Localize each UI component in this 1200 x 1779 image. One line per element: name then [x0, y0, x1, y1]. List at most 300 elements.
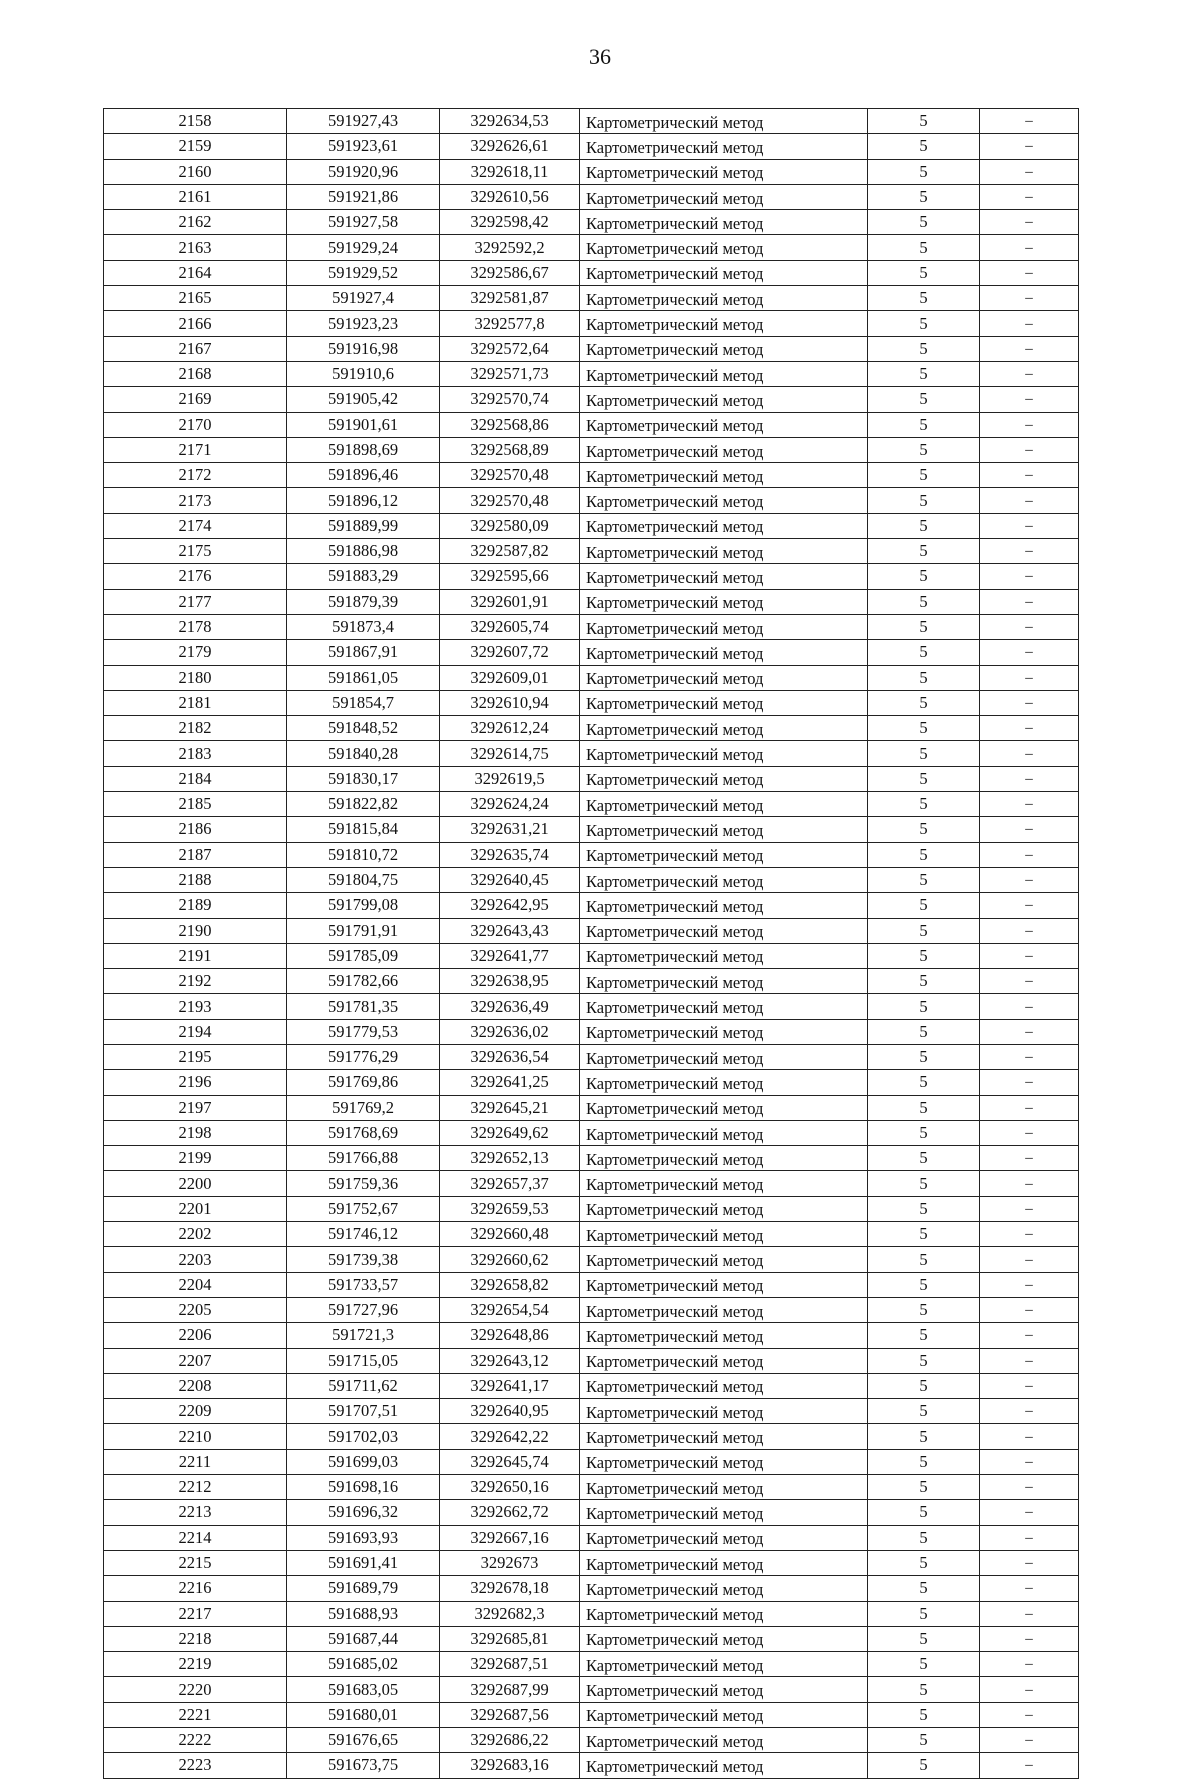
x-coordinate-cell: 591848,52: [287, 716, 440, 741]
note-cell: –: [980, 1044, 1079, 1069]
x-coordinate-cell: 591923,61: [287, 134, 440, 159]
note-cell: –: [980, 1120, 1079, 1145]
note-cell: –: [980, 1348, 1079, 1373]
accuracy-cell: 5: [868, 867, 980, 892]
method-cell: Картометрический метод: [580, 210, 868, 235]
note-cell: –: [980, 159, 1079, 184]
x-coordinate-cell: 591688,93: [287, 1601, 440, 1626]
point-number-cell: 2165: [104, 286, 287, 311]
note-cell: –: [980, 589, 1079, 614]
note-cell: –: [980, 893, 1079, 918]
note-cell: –: [980, 1475, 1079, 1500]
note-cell: –: [980, 1500, 1079, 1525]
method-cell: Картометрический метод: [580, 994, 868, 1019]
method-cell: Картометрический метод: [580, 1070, 868, 1095]
accuracy-cell: 5: [868, 893, 980, 918]
x-coordinate-cell: 591687,44: [287, 1626, 440, 1651]
note-cell: –: [980, 412, 1079, 437]
table-row: [104, 1222, 1079, 1247]
table-row: [104, 1070, 1079, 1095]
table-row: [104, 867, 1079, 892]
method-cell: Картометрический метод: [580, 361, 868, 386]
point-number-cell: 2186: [104, 817, 287, 842]
point-number-cell: 2196: [104, 1070, 287, 1095]
coordinates-table-body: [104, 109, 1079, 1779]
method-cell: Картометрический метод: [580, 1525, 868, 1550]
method-cell: Картометрический метод: [580, 893, 868, 918]
y-coordinate-cell: 3292610,56: [440, 184, 580, 209]
note-cell: –: [980, 387, 1079, 412]
method-cell: Картометрический метод: [580, 1044, 868, 1069]
y-coordinate-cell: 3292662,72: [440, 1500, 580, 1525]
method-cell: Картометрический метод: [580, 1677, 868, 1702]
accuracy-cell: 5: [868, 994, 980, 1019]
table-row: [104, 1576, 1079, 1601]
method-cell: Картометрический метод: [580, 1373, 868, 1398]
point-number-cell: 2160: [104, 159, 287, 184]
table-row: [104, 260, 1079, 285]
x-coordinate-cell: 591733,57: [287, 1272, 440, 1297]
y-coordinate-cell: 3292687,51: [440, 1652, 580, 1677]
point-number-cell: 2176: [104, 564, 287, 589]
table-row: [104, 640, 1079, 665]
y-coordinate-cell: 3292592,2: [440, 235, 580, 260]
method-cell: Картометрический метод: [580, 1272, 868, 1297]
note-cell: –: [980, 1323, 1079, 1348]
point-number-cell: 2195: [104, 1044, 287, 1069]
y-coordinate-cell: 3292624,24: [440, 792, 580, 817]
y-coordinate-cell: 3292682,3: [440, 1601, 580, 1626]
method-cell: Картометрический метод: [580, 1323, 868, 1348]
point-number-cell: 2203: [104, 1247, 287, 1272]
x-coordinate-cell: 591715,05: [287, 1348, 440, 1373]
table-row: [104, 1475, 1079, 1500]
table-row: [104, 1424, 1079, 1449]
y-coordinate-cell: 3292652,13: [440, 1146, 580, 1171]
accuracy-cell: 5: [868, 640, 980, 665]
accuracy-cell: 5: [868, 1348, 980, 1373]
point-number-cell: 2216: [104, 1576, 287, 1601]
note-cell: –: [980, 867, 1079, 892]
x-coordinate-cell: 591810,72: [287, 842, 440, 867]
table-row: [104, 1247, 1079, 1272]
note-cell: –: [980, 741, 1079, 766]
method-cell: Картометрический метод: [580, 1576, 868, 1601]
accuracy-cell: 5: [868, 1728, 980, 1753]
point-number-cell: 2201: [104, 1196, 287, 1221]
point-number-cell: 2193: [104, 994, 287, 1019]
accuracy-cell: 5: [868, 361, 980, 386]
y-coordinate-cell: 3292640,45: [440, 867, 580, 892]
note-cell: –: [980, 640, 1079, 665]
method-cell: Картометрический метод: [580, 1247, 868, 1272]
table-row: [104, 1146, 1079, 1171]
method-cell: Картометрический метод: [580, 336, 868, 361]
accuracy-cell: 5: [868, 918, 980, 943]
method-cell: Картометрический метод: [580, 716, 868, 741]
x-coordinate-cell: 591702,03: [287, 1424, 440, 1449]
point-number-cell: 2159: [104, 134, 287, 159]
table-row: [104, 1348, 1079, 1373]
y-coordinate-cell: 3292657,37: [440, 1171, 580, 1196]
table-row: [104, 1297, 1079, 1322]
y-coordinate-cell: 3292638,95: [440, 969, 580, 994]
method-cell: Картометрический метод: [580, 1652, 868, 1677]
accuracy-cell: 5: [868, 1525, 980, 1550]
table-row: [104, 842, 1079, 867]
table-row: [104, 690, 1079, 715]
x-coordinate-cell: 591781,35: [287, 994, 440, 1019]
x-coordinate-cell: 591923,23: [287, 311, 440, 336]
x-coordinate-cell: 591840,28: [287, 741, 440, 766]
x-coordinate-cell: 591896,12: [287, 488, 440, 513]
x-coordinate-cell: 591707,51: [287, 1399, 440, 1424]
point-number-cell: 2218: [104, 1626, 287, 1651]
accuracy-cell: 5: [868, 1323, 980, 1348]
accuracy-cell: 5: [868, 336, 980, 361]
accuracy-cell: 5: [868, 109, 980, 134]
method-cell: Картометрический метод: [580, 260, 868, 285]
note-cell: –: [980, 1601, 1079, 1626]
accuracy-cell: 5: [868, 817, 980, 842]
method-cell: Картометрический метод: [580, 665, 868, 690]
point-number-cell: 2213: [104, 1500, 287, 1525]
table-row: [104, 286, 1079, 311]
y-coordinate-cell: 3292636,54: [440, 1044, 580, 1069]
y-coordinate-cell: 3292643,12: [440, 1348, 580, 1373]
table-row: [104, 1652, 1079, 1677]
y-coordinate-cell: 3292678,18: [440, 1576, 580, 1601]
method-cell: Картометрический метод: [580, 1475, 868, 1500]
method-cell: Картометрический метод: [580, 943, 868, 968]
method-cell: Картометрический метод: [580, 1500, 868, 1525]
note-cell: –: [980, 260, 1079, 285]
method-cell: Картометрический метод: [580, 159, 868, 184]
table-row: [104, 716, 1079, 741]
y-coordinate-cell: 3292570,48: [440, 488, 580, 513]
method-cell: Картометрический метод: [580, 235, 868, 260]
accuracy-cell: 5: [868, 159, 980, 184]
method-cell: Картометрический метод: [580, 1399, 868, 1424]
table-row: [104, 1171, 1079, 1196]
point-number-cell: 2223: [104, 1753, 287, 1778]
accuracy-cell: 5: [868, 235, 980, 260]
x-coordinate-cell: 591683,05: [287, 1677, 440, 1702]
x-coordinate-cell: 591785,09: [287, 943, 440, 968]
note-cell: –: [980, 918, 1079, 943]
accuracy-cell: 5: [868, 1550, 980, 1575]
point-number-cell: 2204: [104, 1272, 287, 1297]
method-cell: Картометрический метод: [580, 1550, 868, 1575]
method-cell: Картометрический метод: [580, 1196, 868, 1221]
y-coordinate-cell: 3292642,95: [440, 893, 580, 918]
y-coordinate-cell: 3292609,01: [440, 665, 580, 690]
note-cell: –: [980, 690, 1079, 715]
x-coordinate-cell: 591680,01: [287, 1702, 440, 1727]
table-row: [104, 1373, 1079, 1398]
method-cell: Картометрический метод: [580, 437, 868, 462]
accuracy-cell: 5: [868, 943, 980, 968]
x-coordinate-cell: 591699,03: [287, 1449, 440, 1474]
x-coordinate-cell: 591873,4: [287, 614, 440, 639]
x-coordinate-cell: 591927,43: [287, 109, 440, 134]
note-cell: –: [980, 336, 1079, 361]
point-number-cell: 2166: [104, 311, 287, 336]
x-coordinate-cell: 591769,2: [287, 1095, 440, 1120]
method-cell: Картометрический метод: [580, 1626, 868, 1651]
table-row: [104, 817, 1079, 842]
method-cell: Картометрический метод: [580, 741, 868, 766]
point-number-cell: 2174: [104, 513, 287, 538]
accuracy-cell: 5: [868, 792, 980, 817]
y-coordinate-cell: 3292626,61: [440, 134, 580, 159]
accuracy-cell: 5: [868, 1247, 980, 1272]
x-coordinate-cell: 591927,58: [287, 210, 440, 235]
point-number-cell: 2179: [104, 640, 287, 665]
table-row: [104, 614, 1079, 639]
accuracy-cell: 5: [868, 842, 980, 867]
x-coordinate-cell: 591766,88: [287, 1146, 440, 1171]
x-coordinate-cell: 591889,99: [287, 513, 440, 538]
note-cell: –: [980, 1070, 1079, 1095]
table-row: [104, 766, 1079, 791]
point-number-cell: 2212: [104, 1475, 287, 1500]
table-row: [104, 336, 1079, 361]
table-row: [104, 1626, 1079, 1651]
y-coordinate-cell: 3292577,8: [440, 311, 580, 336]
accuracy-cell: 5: [868, 1475, 980, 1500]
accuracy-cell: 5: [868, 766, 980, 791]
table-row: [104, 893, 1079, 918]
point-number-cell: 2170: [104, 412, 287, 437]
y-coordinate-cell: 3292648,86: [440, 1323, 580, 1348]
accuracy-cell: 5: [868, 1070, 980, 1095]
accuracy-cell: 5: [868, 1120, 980, 1145]
coordinates-table: [103, 108, 1079, 1779]
y-coordinate-cell: 3292660,62: [440, 1247, 580, 1272]
method-cell: Картометрический метод: [580, 412, 868, 437]
y-coordinate-cell: 3292640,95: [440, 1399, 580, 1424]
point-number-cell: 2208: [104, 1373, 287, 1398]
y-coordinate-cell: 3292612,24: [440, 716, 580, 741]
note-cell: –: [980, 235, 1079, 260]
y-coordinate-cell: 3292687,56: [440, 1702, 580, 1727]
table-row: [104, 1550, 1079, 1575]
table-row: [104, 539, 1079, 564]
table-row: [104, 1525, 1079, 1550]
y-coordinate-cell: 3292687,99: [440, 1677, 580, 1702]
accuracy-cell: 5: [868, 1019, 980, 1044]
x-coordinate-cell: 591689,79: [287, 1576, 440, 1601]
method-cell: Картометрический метод: [580, 134, 868, 159]
accuracy-cell: 5: [868, 1626, 980, 1651]
point-number-cell: 2198: [104, 1120, 287, 1145]
method-cell: Картометрический метод: [580, 311, 868, 336]
accuracy-cell: 5: [868, 1449, 980, 1474]
accuracy-cell: 5: [868, 614, 980, 639]
method-cell: Картометрический метод: [580, 1297, 868, 1322]
accuracy-cell: 5: [868, 1171, 980, 1196]
x-coordinate-cell: 591673,75: [287, 1753, 440, 1778]
note-cell: –: [980, 564, 1079, 589]
y-coordinate-cell: 3292570,48: [440, 463, 580, 488]
method-cell: Картометрический метод: [580, 1601, 868, 1626]
note-cell: –: [980, 1095, 1079, 1120]
point-number-cell: 2167: [104, 336, 287, 361]
note-cell: –: [980, 184, 1079, 209]
method-cell: Картометрический метод: [580, 1702, 868, 1727]
accuracy-cell: 5: [868, 1702, 980, 1727]
table-row: [104, 741, 1079, 766]
note-cell: –: [980, 1399, 1079, 1424]
note-cell: –: [980, 716, 1079, 741]
point-number-cell: 2181: [104, 690, 287, 715]
table-row: [104, 437, 1079, 462]
point-number-cell: 2200: [104, 1171, 287, 1196]
x-coordinate-cell: 591691,41: [287, 1550, 440, 1575]
table-row: [104, 1449, 1079, 1474]
note-cell: –: [980, 210, 1079, 235]
accuracy-cell: 5: [868, 488, 980, 513]
point-number-cell: 2219: [104, 1652, 287, 1677]
method-cell: Картометрический метод: [580, 614, 868, 639]
table-row: [104, 184, 1079, 209]
x-coordinate-cell: 591815,84: [287, 817, 440, 842]
note-cell: –: [980, 513, 1079, 538]
accuracy-cell: 5: [868, 210, 980, 235]
note-cell: –: [980, 1728, 1079, 1753]
note-cell: –: [980, 134, 1079, 159]
note-cell: –: [980, 1550, 1079, 1575]
x-coordinate-cell: 591791,91: [287, 918, 440, 943]
point-number-cell: 2205: [104, 1297, 287, 1322]
x-coordinate-cell: 591905,42: [287, 387, 440, 412]
table-row: [104, 994, 1079, 1019]
table-row: [104, 361, 1079, 386]
table-row: [104, 1120, 1079, 1145]
method-cell: Картометрический метод: [580, 387, 868, 412]
table-row: [104, 463, 1079, 488]
accuracy-cell: 5: [868, 1373, 980, 1398]
note-cell: –: [980, 1652, 1079, 1677]
table-row: [104, 210, 1079, 235]
accuracy-cell: 5: [868, 690, 980, 715]
point-number-cell: 2172: [104, 463, 287, 488]
table-row: [104, 1272, 1079, 1297]
point-number-cell: 2188: [104, 867, 287, 892]
table-row: [104, 311, 1079, 336]
x-coordinate-cell: 591776,29: [287, 1044, 440, 1069]
y-coordinate-cell: 3292580,09: [440, 513, 580, 538]
table-row: [104, 235, 1079, 260]
note-cell: –: [980, 1196, 1079, 1221]
accuracy-cell: 5: [868, 1095, 980, 1120]
table-row: [104, 488, 1079, 513]
accuracy-cell: 5: [868, 437, 980, 462]
y-coordinate-cell: 3292571,73: [440, 361, 580, 386]
point-number-cell: 2191: [104, 943, 287, 968]
y-coordinate-cell: 3292673: [440, 1550, 580, 1575]
accuracy-cell: 5: [868, 969, 980, 994]
y-coordinate-cell: 3292605,74: [440, 614, 580, 639]
y-coordinate-cell: 3292660,48: [440, 1222, 580, 1247]
method-cell: Картометрический метод: [580, 918, 868, 943]
table-row: [104, 564, 1079, 589]
x-coordinate-cell: 591696,32: [287, 1500, 440, 1525]
table-row: [104, 1399, 1079, 1424]
x-coordinate-cell: 591896,46: [287, 463, 440, 488]
method-cell: Картометрический метод: [580, 640, 868, 665]
x-coordinate-cell: 591898,69: [287, 437, 440, 462]
method-cell: Картометрический метод: [580, 564, 868, 589]
method-cell: Картометрический метод: [580, 1753, 868, 1778]
x-coordinate-cell: 591879,39: [287, 589, 440, 614]
point-number-cell: 2187: [104, 842, 287, 867]
method-cell: Картометрический метод: [580, 1171, 868, 1196]
table-row: [104, 1500, 1079, 1525]
accuracy-cell: 5: [868, 311, 980, 336]
accuracy-cell: 5: [868, 260, 980, 285]
table-row: [104, 665, 1079, 690]
point-number-cell: 2194: [104, 1019, 287, 1044]
note-cell: –: [980, 1297, 1079, 1322]
table-row: [104, 1323, 1079, 1348]
method-cell: Картометрический метод: [580, 1728, 868, 1753]
accuracy-cell: 5: [868, 716, 980, 741]
point-number-cell: 2173: [104, 488, 287, 513]
accuracy-cell: 5: [868, 1399, 980, 1424]
table-row: [104, 1702, 1079, 1727]
x-coordinate-cell: 591759,36: [287, 1171, 440, 1196]
method-cell: Картометрический метод: [580, 513, 868, 538]
y-coordinate-cell: 3292614,75: [440, 741, 580, 766]
point-number-cell: 2190: [104, 918, 287, 943]
point-number-cell: 2168: [104, 361, 287, 386]
x-coordinate-cell: 591929,24: [287, 235, 440, 260]
table-row: [104, 943, 1079, 968]
point-number-cell: 2221: [104, 1702, 287, 1727]
point-number-cell: 2175: [104, 539, 287, 564]
note-cell: –: [980, 1247, 1079, 1272]
accuracy-cell: 5: [868, 1272, 980, 1297]
note-cell: –: [980, 463, 1079, 488]
note-cell: –: [980, 994, 1079, 1019]
y-coordinate-cell: 3292636,49: [440, 994, 580, 1019]
x-coordinate-cell: 591916,98: [287, 336, 440, 361]
y-coordinate-cell: 3292686,22: [440, 1728, 580, 1753]
y-coordinate-cell: 3292607,72: [440, 640, 580, 665]
method-cell: Картометрический метод: [580, 286, 868, 311]
y-coordinate-cell: 3292568,86: [440, 412, 580, 437]
y-coordinate-cell: 3292570,74: [440, 387, 580, 412]
method-cell: Картометрический метод: [580, 817, 868, 842]
y-coordinate-cell: 3292635,74: [440, 842, 580, 867]
point-number-cell: 2185: [104, 792, 287, 817]
method-cell: Картометрический метод: [580, 1095, 868, 1120]
note-cell: –: [980, 792, 1079, 817]
x-coordinate-cell: 591927,4: [287, 286, 440, 311]
y-coordinate-cell: 3292645,21: [440, 1095, 580, 1120]
method-cell: Картометрический метод: [580, 488, 868, 513]
note-cell: –: [980, 488, 1079, 513]
method-cell: Картометрический метод: [580, 1348, 868, 1373]
x-coordinate-cell: 591854,7: [287, 690, 440, 715]
y-coordinate-cell: 3292642,22: [440, 1424, 580, 1449]
accuracy-cell: 5: [868, 1753, 980, 1778]
note-cell: –: [980, 1753, 1079, 1778]
method-cell: Картометрический метод: [580, 1449, 868, 1474]
point-number-cell: 2158: [104, 109, 287, 134]
